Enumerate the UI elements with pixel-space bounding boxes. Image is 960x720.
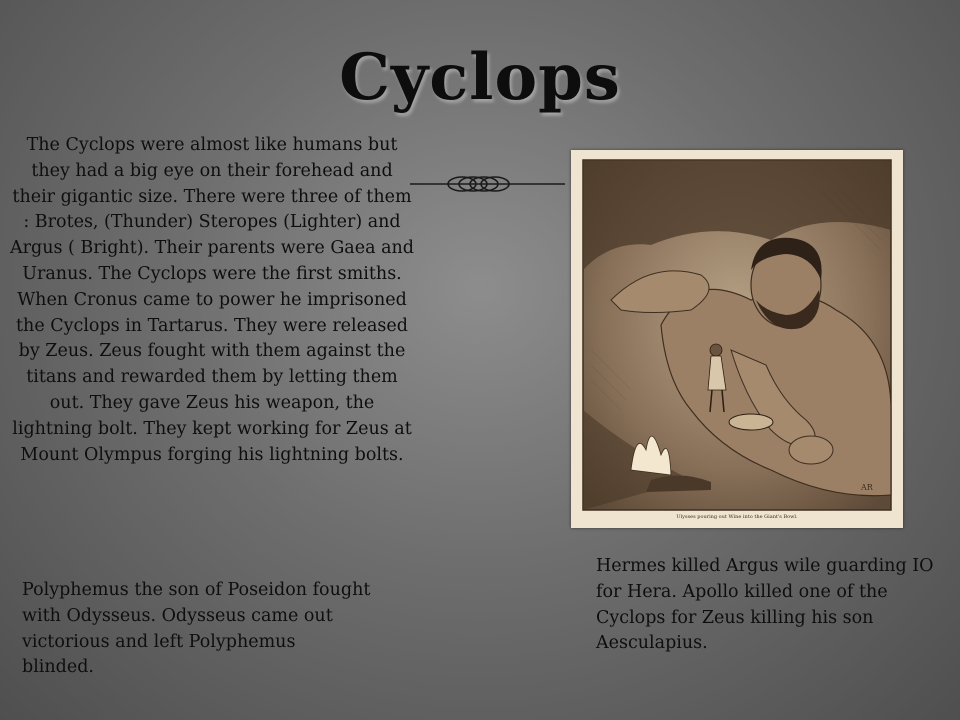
slide-title: Cyclops: [339, 40, 621, 115]
main-paragraph: The Cyclops were almost like humans but they had a big eye on their forehead and their gigantic size. There were three of them : Brotes, (Thunder) Steropes (Lighter) and Argus ( Bright). Their parents were Gaea and Uranus. The Cyclops were the first smiths. When Cronus came to power he imprisoned the Cyclops in Tartarus. They were released by Zeus. Zeus fought with them against the titans and rewarded them by letting them out. They gave Zeus his weapon, the lightning bolt. They kept working for Zeus at Mount Olympus forging his lightning bolts.: [9, 135, 414, 465]
hermes-paragraph: Hermes killed Argus wile guarding IO for Hera. Apollo killed one of the Cyclops for Zeus killing his son Aesculapius.: [596, 556, 934, 654]
cyclops-illustration: [571, 150, 903, 528]
illustration-engraving: [571, 150, 903, 528]
ornament-divider: [410, 170, 565, 198]
svg-text:AR: AR: [861, 483, 873, 492]
illustration-caption: Ulysses pouring out Wine into the Giant's Bowl.: [676, 514, 798, 520]
polyphemus-paragraph: Polyphemus the son of Poseidon fought with Odysseus. Odysseus came out victorious and left Polyphemus blinded.: [22, 580, 371, 678]
